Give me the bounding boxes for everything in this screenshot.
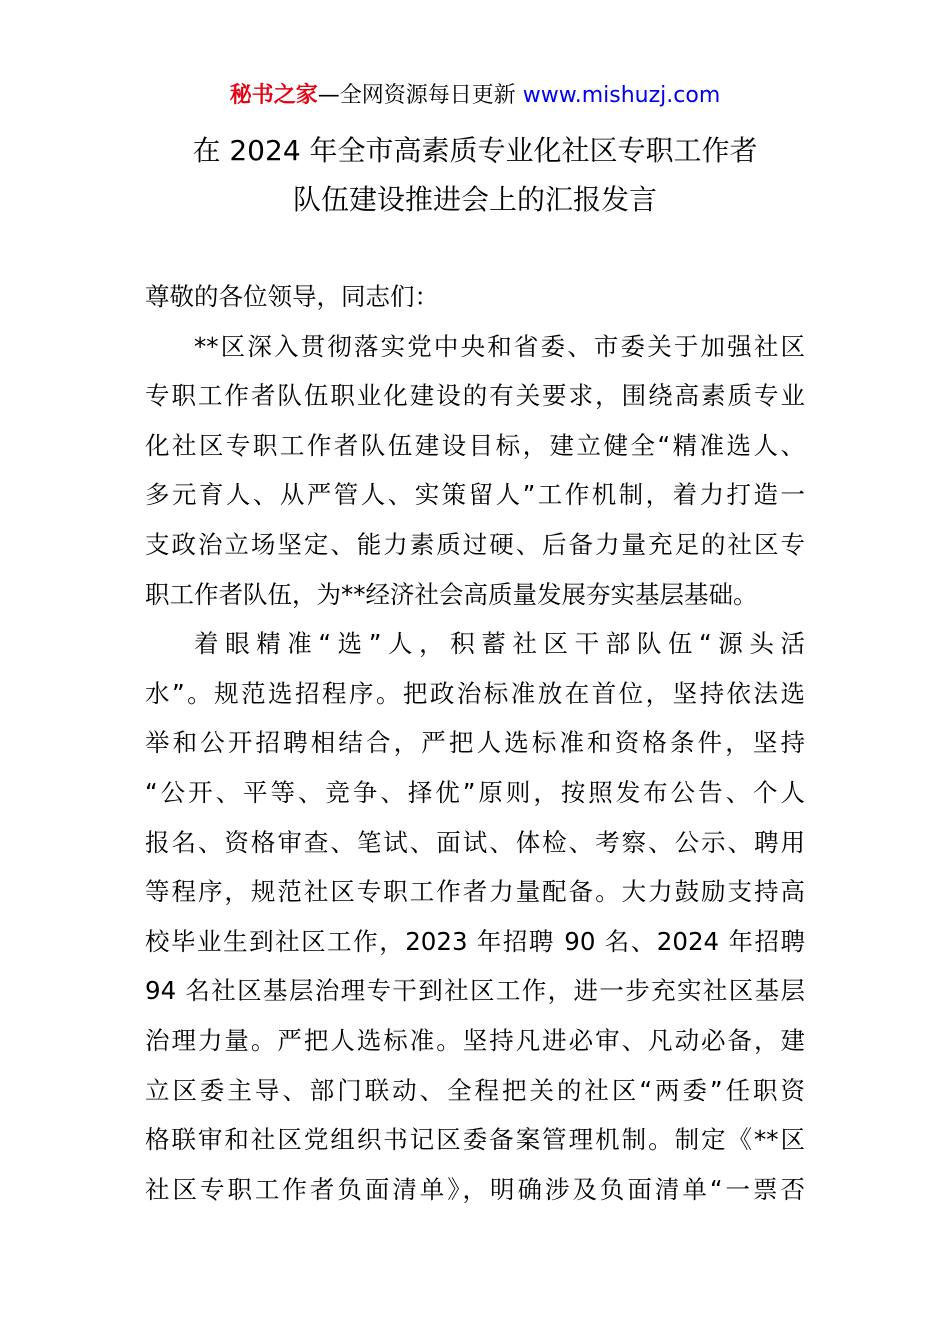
header-tagline: —全网资源每日更新 xyxy=(317,83,523,108)
paragraph-1 xyxy=(145,322,805,620)
paragraph-2 xyxy=(145,619,805,1214)
paragraph-line: 举和公开招聘相结合，严把人选标准和资格条件，坚持 xyxy=(145,728,805,758)
site-header-banner xyxy=(0,80,950,112)
paragraph-line: 化社区专职工作者队伍建设目标，建立健全“精准选人、 xyxy=(145,430,805,460)
paragraph-line: 社区专职工作者负面清单》，明确涉及负面清单“一票否 xyxy=(145,1174,805,1204)
paragraph-line: 校毕业生到社区工作，2023 年招聘 90 名、2024 年招聘 xyxy=(145,926,805,956)
paragraph-line: 立区委主导、部门联动、全程把关的社区“两委”任职资 xyxy=(145,1075,805,1105)
paragraph-line: 94 名社区基层治理专干到社区工作，进一步充实社区基层 xyxy=(145,976,805,1006)
paragraph-line: 格联审和社区党组织书记区委备案管理机制。制定《**区 xyxy=(145,1125,805,1155)
paragraph-line: 多元育人、从严管人、实策留人”工作机制，着力打造一 xyxy=(145,480,805,510)
paragraph-line: 职工作者队伍，为**经济社会高质量发展夯实基层基础。 xyxy=(145,579,758,609)
brand-name: 秘书之家 xyxy=(229,83,318,108)
title-line-2: 队伍建设推进会上的汇报发言 xyxy=(292,183,657,216)
salutation: 尊敬的各位领导，同志们： xyxy=(145,282,439,311)
paragraph-line: **区深入贯彻落实党中央和省委、市委关于加强社区 xyxy=(194,331,805,361)
paragraph-line: 治理力量。严把人选标准。坚持凡进必审、凡动必备，建 xyxy=(145,1025,805,1055)
paragraph-line: 水”。规范选招程序。把政治标准放在首位，坚持依法选 xyxy=(145,678,805,708)
paragraph-line: 报名、资格审查、笔试、面试、体检、考察、公示、聘用 xyxy=(145,827,805,857)
paragraph-line: 支政治立场坚定、能力素质过硬、后备力量充足的社区专 xyxy=(145,529,805,559)
title-line-1: 在 2024 年全市高素质专业化社区专职工作者 xyxy=(192,134,758,167)
site-url-link[interactable]: www.mishuzj.com xyxy=(522,83,721,108)
document-title xyxy=(0,126,950,224)
paragraph-line: 等程序，规范社区专职工作者力量配备。大力鼓励支持高 xyxy=(145,877,805,907)
paragraph-line: 着眼精准“选”人，积蓄社区干部队伍“源头活 xyxy=(194,629,805,659)
paragraph-line: 专职工作者队伍职业化建设的有关要求，围绕高素质专业 xyxy=(145,381,805,411)
document-body xyxy=(145,272,805,1214)
paragraph-line: “公开、平等、竞争、择优”原则，按照发布公告、个人 xyxy=(145,777,805,807)
